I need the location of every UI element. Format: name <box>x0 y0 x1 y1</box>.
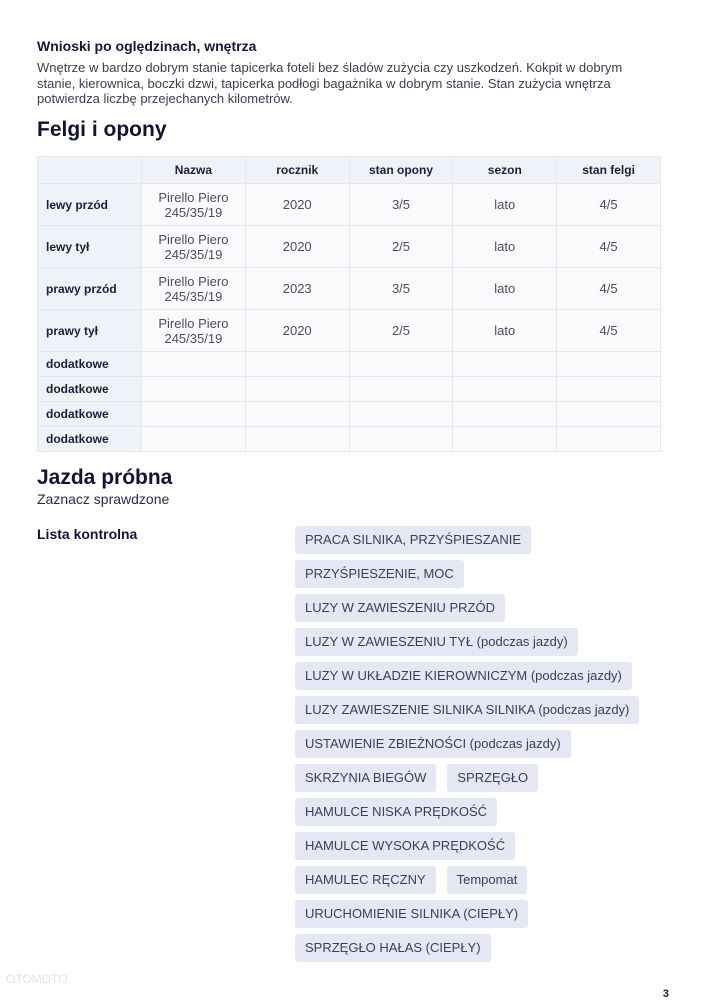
checklist-item-engine-start-warm[interactable]: URUCHOMIENIE SILNIKA (CIEPŁY) <box>295 900 528 928</box>
empty-cell <box>557 352 661 377</box>
checklist-item-clutch[interactable]: SPRZĘGŁO <box>447 764 538 792</box>
tire-condition-cell: 3/5 <box>349 268 453 310</box>
tire-name: Pirello Piero <box>158 189 229 205</box>
empty-cell <box>453 377 557 402</box>
checklist-item-engine-mount-play[interactable]: LUZY ZAWIESZENIE SILNIKA SILNIKA (podczas jazdy) <box>295 696 639 724</box>
checklist-label: Lista kontrolna <box>37 526 138 542</box>
empty-cell <box>142 427 246 452</box>
tires-table <box>37 156 661 452</box>
tire-condition-cell: 2/5 <box>349 226 453 268</box>
test-drive-section-title: Jazda próbna <box>37 466 173 489</box>
empty-cell <box>557 402 661 427</box>
tire-size: 245/35/19 <box>164 330 223 346</box>
year-cell: 2020 <box>245 310 349 352</box>
empty-cell <box>349 377 453 402</box>
tire-name: Pirello Piero <box>158 315 229 331</box>
table-row-extra <box>38 377 661 402</box>
table-row <box>38 184 661 226</box>
empty-cell <box>349 427 453 452</box>
tires-section-title: Felgi i opony <box>37 118 167 141</box>
tire-name: Pirello Piero <box>158 231 229 247</box>
row-label: dodatkowe <box>38 352 142 377</box>
empty-cell <box>142 377 246 402</box>
checklist-item-gearbox[interactable]: SKRZYNIA BIEGÓW <box>295 764 436 792</box>
row-label: prawy przód <box>38 268 142 310</box>
year-cell: 2020 <box>245 226 349 268</box>
tire-condition-cell: 3/5 <box>349 184 453 226</box>
table-header-row <box>38 157 661 184</box>
watermark: OTOMOTO <box>6 972 68 986</box>
column-header-rim-condition: stan felgi <box>557 157 661 184</box>
inspection-heading: Wnioski po oględzinach, wnętrza <box>37 38 257 54</box>
table-row <box>38 310 661 352</box>
column-header-season: sezon <box>453 157 557 184</box>
table-row <box>38 226 661 268</box>
tire-name-cell <box>142 310 246 352</box>
column-header-year: rocznik <box>245 157 349 184</box>
row-label: prawy tył <box>38 310 142 352</box>
tire-name: Pirello Piero <box>158 273 229 289</box>
checklist <box>295 526 665 962</box>
season-cell: lato <box>453 268 557 310</box>
checklist-item-clutch-noise-warm[interactable]: SPRZĘGŁO HAŁAS (CIEPŁY) <box>295 934 491 962</box>
table-row-extra <box>38 427 661 452</box>
empty-cell <box>245 352 349 377</box>
test-drive-subtitle: Zaznacz sprawdzone <box>37 491 170 507</box>
empty-cell <box>245 377 349 402</box>
season-cell: lato <box>453 184 557 226</box>
rim-condition-cell: 4/5 <box>557 310 661 352</box>
tire-name-cell <box>142 226 246 268</box>
empty-cell <box>557 377 661 402</box>
checklist-item-steering-play[interactable]: LUZY W UKŁADZIE KIEROWNICZYM (podczas jazdy) <box>295 662 632 690</box>
checklist-item-front-suspension-play[interactable]: LUZY W ZAWIESZENIU PRZÓD <box>295 594 505 622</box>
empty-cell <box>453 402 557 427</box>
checklist-item-rear-suspension-play[interactable]: LUZY W ZAWIESZENIU TYŁ (podczas jazdy) <box>295 628 578 656</box>
checklist-item-acceleration-power[interactable]: PRZYŚPIESZENIE, MOC <box>295 560 464 588</box>
checklist-item-brakes-low-speed[interactable]: HAMULCE NISKA PRĘDKOŚĆ <box>295 798 497 826</box>
table-row-extra <box>38 402 661 427</box>
tire-size: 245/35/19 <box>164 246 223 262</box>
checklist-item-cruise-control[interactable]: Tempomat <box>447 866 528 894</box>
page-number: 3 <box>662 988 669 1000</box>
tire-size: 245/35/19 <box>164 288 223 304</box>
checklist-item-engine-acceleration[interactable]: PRACA SILNIKA, PRZYŚPIESZANIE <box>295 526 531 554</box>
table-corner-cell <box>38 157 142 184</box>
tire-name-cell <box>142 268 246 310</box>
empty-cell <box>142 402 246 427</box>
season-cell: lato <box>453 310 557 352</box>
year-cell: 2020 <box>245 184 349 226</box>
row-label: lewy przód <box>38 184 142 226</box>
column-header-tire-condition: stan opony <box>349 157 453 184</box>
rim-condition-cell: 4/5 <box>557 268 661 310</box>
checklist-item-brakes-high-speed[interactable]: HAMULCE WYSOKA PRĘDKOŚĆ <box>295 832 515 860</box>
empty-cell <box>349 352 453 377</box>
rim-condition-cell: 4/5 <box>557 226 661 268</box>
tire-name-cell <box>142 184 246 226</box>
year-cell: 2023 <box>245 268 349 310</box>
column-header-name: Nazwa <box>142 157 246 184</box>
table-row-extra <box>38 352 661 377</box>
empty-cell <box>245 427 349 452</box>
rim-condition-cell: 4/5 <box>557 184 661 226</box>
row-label: dodatkowe <box>38 377 142 402</box>
tire-size: 245/35/19 <box>164 204 223 220</box>
table-row <box>38 268 661 310</box>
inspection-text: Wnętrze w bardzo dobrym stanie tapicerka foteli bez śladów zużycia czy uszkodzeń. Kokpit w dobrym stanie, kierownica, boczki dzwi, tapicerka podłogi bagażnika w dobrym stanie. Stan zużycia wnętrza potwierdza liczbę przejechanych kilometrów. <box>37 60 623 106</box>
row-label: dodatkowe <box>38 427 142 452</box>
row-label: lewy tył <box>38 226 142 268</box>
tire-condition-cell: 2/5 <box>349 310 453 352</box>
empty-cell <box>453 427 557 452</box>
empty-cell <box>142 352 246 377</box>
empty-cell <box>245 402 349 427</box>
empty-cell <box>557 427 661 452</box>
checklist-item-handbrake[interactable]: HAMULEC RĘCZNY <box>295 866 436 894</box>
row-label: dodatkowe <box>38 402 142 427</box>
empty-cell <box>349 402 453 427</box>
season-cell: lato <box>453 226 557 268</box>
empty-cell <box>453 352 557 377</box>
checklist-item-wheel-alignment[interactable]: USTAWIENIE ZBIEŻNOŚCI (podczas jazdy) <box>295 730 571 758</box>
